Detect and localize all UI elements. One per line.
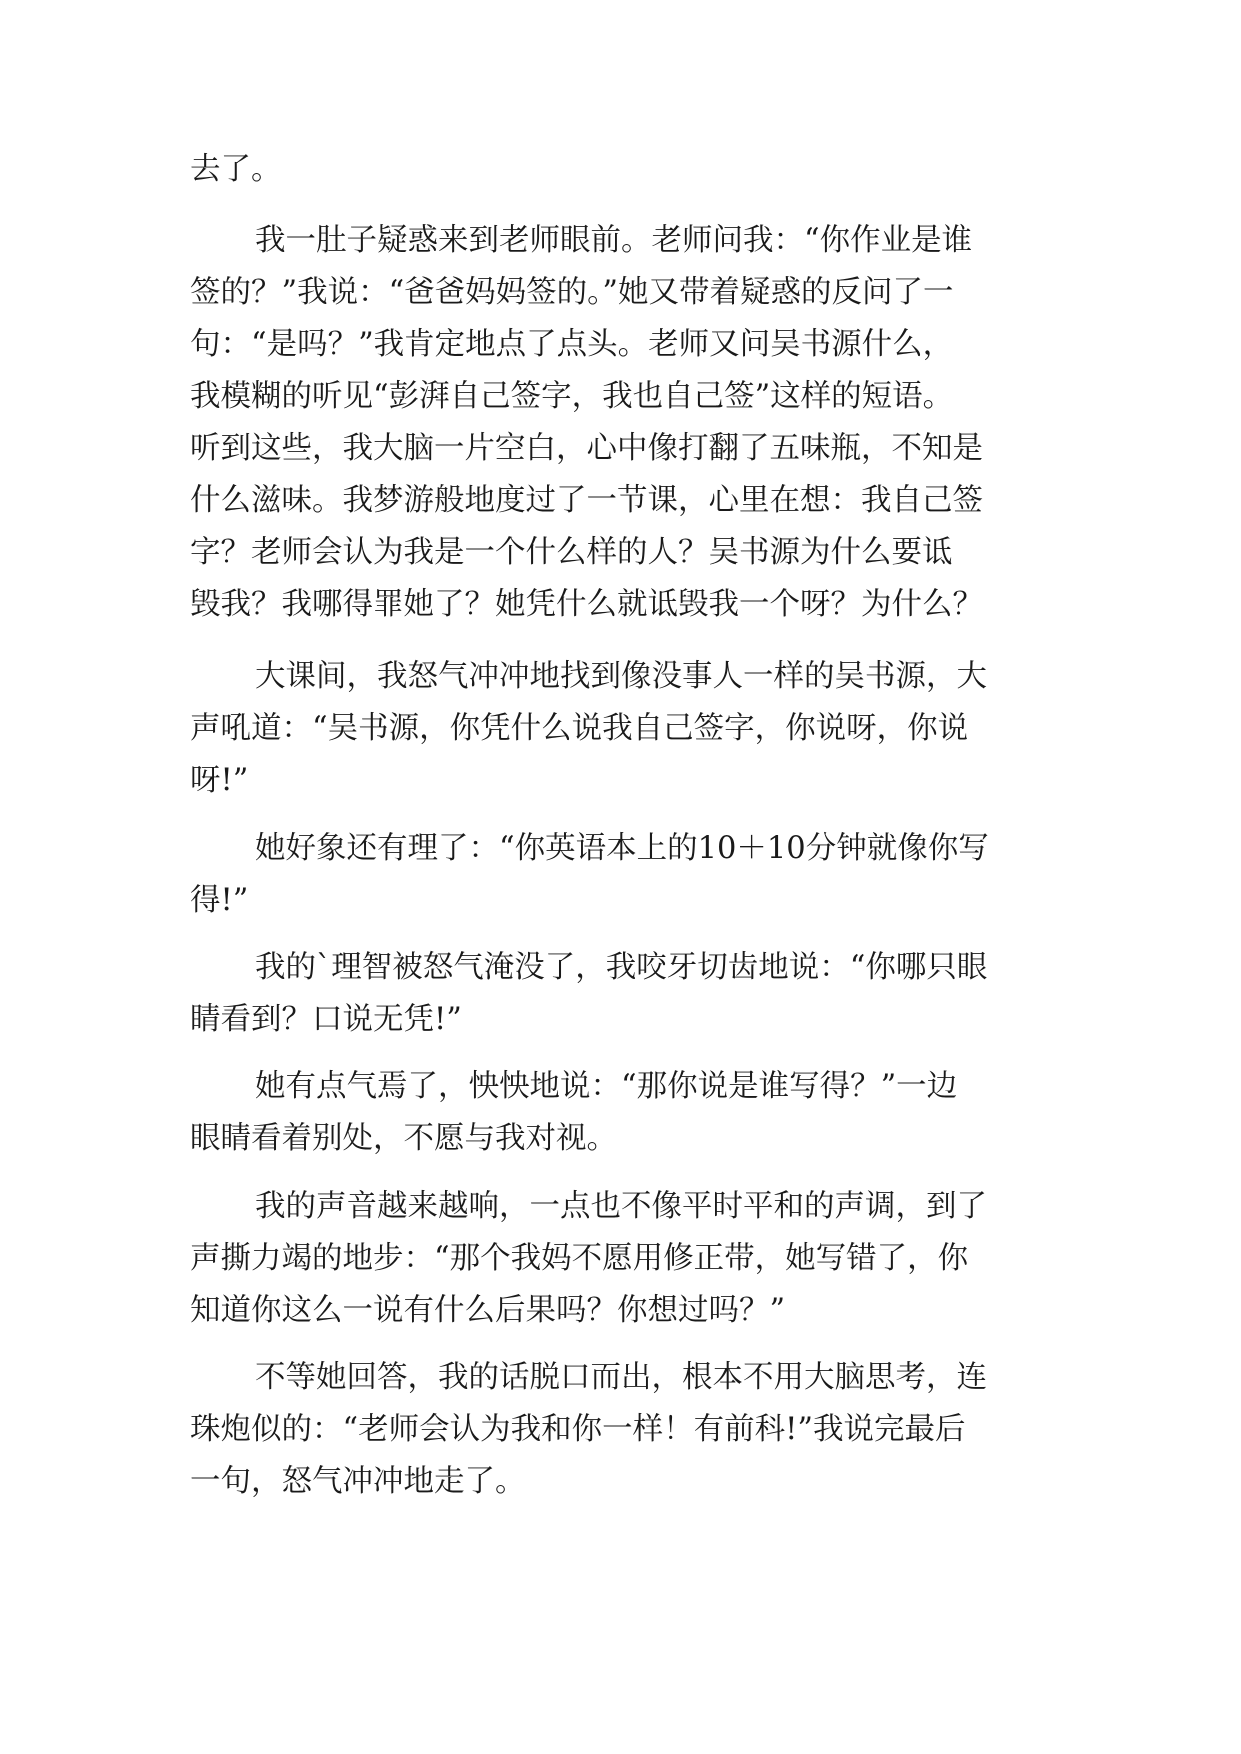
text-line: 知道你这么一说有什么后果吗？你想过吗？”: [190, 1293, 786, 1328]
text-line: 我模糊的听见“彭湃自己签字，我也自己签”这样的短语。: [190, 379, 954, 414]
paragraph-start-line: 我一肚子疑惑来到老师眼前。老师问我：“你作业是谁: [255, 223, 973, 258]
text-line: 毁我？我哪得罪她了？她凭什么就诋毁我一个呀？为什么？: [190, 587, 983, 622]
text-line: 一句，怒气冲冲地走了。: [190, 1464, 526, 1499]
paragraph-start-line: 我的`理智被怒气淹没了，我咬牙切齿地说：“你哪只眼: [255, 950, 988, 985]
text-line: 珠炮似的：“老师会认为我和你一样！有前科!”我说完最后: [190, 1412, 966, 1447]
text-line: 得!”: [190, 883, 249, 918]
text-line: 句：“是吗？”我肯定地点了点头。老师又问吴书源什么，: [190, 327, 954, 362]
text-line: 什么滋味。我梦游般地度过了一节课，心里在想：我自己签: [190, 483, 983, 518]
text-line: 声撕力竭的地步：“那个我妈不愿用修正带，她写错了，你: [190, 1241, 969, 1276]
text-line: 呀!”: [190, 763, 249, 798]
text-line: 眼睛看着别处，不愿与我对视。: [190, 1121, 617, 1156]
paragraph-start-line: 她有点气焉了，怏怏地说：“那你说是谁写得？”一边: [255, 1069, 958, 1104]
text-line: 去了。: [190, 152, 282, 187]
paragraph-start-line: 不等她回答，我的话脱口而出，根本不用大脑思考，连: [255, 1360, 987, 1395]
paragraph-start-line: 大课间，我怒气冲冲地找到像没事人一样的吴书源，大: [255, 659, 987, 694]
text-line: 听到这些，我大脑一片空白，心中像打翻了五味瓶，不知是: [190, 431, 983, 466]
paragraph-start-line: 她好象还有理了：“你英语本上的10＋10分钟就像你写: [255, 831, 989, 866]
paragraph-start-line: 我的声音越来越响，一点也不像平时平和的声调，到了: [255, 1189, 987, 1224]
text-line: 声吼道：“吴书源，你凭什么说我自己签字，你说呀，你说: [190, 711, 969, 746]
text-line: 签的？”我说：“爸爸妈妈签的。”她又带着疑惑的反问了一: [190, 275, 954, 310]
text-line: 字？老师会认为我是一个什么样的人？吴书源为什么要诋: [190, 535, 953, 570]
text-line: 睛看到？口说无凭!”: [190, 1002, 462, 1037]
